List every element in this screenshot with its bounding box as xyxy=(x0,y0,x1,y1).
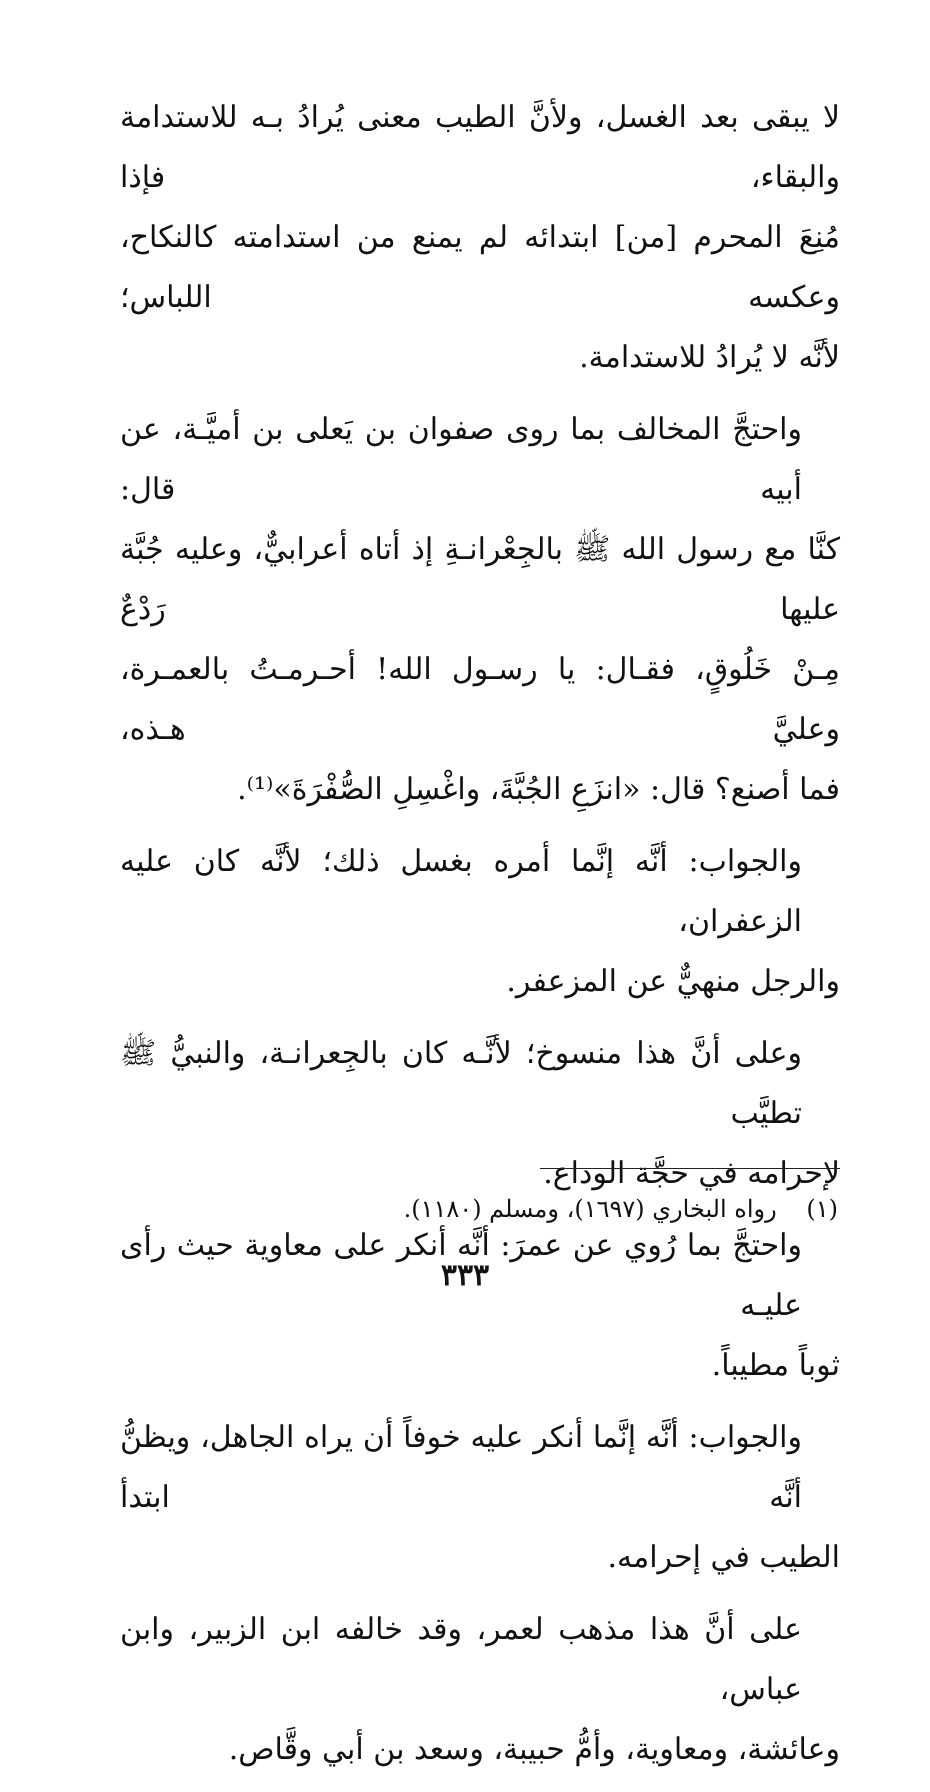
text-line: والرجل منهيٌّ عن المزعفر. xyxy=(506,964,840,999)
text-line: وعائشة، ومعاوية، وأمُّ حبيبة، وسعد بن أبي وقَّاص. xyxy=(228,1732,840,1767)
footnote-text: رواه البخاري (١٦٩٧)، ومسلم (١١٨٠). xyxy=(403,1195,777,1223)
text-line: واحتجَّ بما رُوي عن عمرَ: أنَّه أنكر على معاوية حيث رأى عليـه xyxy=(120,1228,802,1323)
paragraph-4 xyxy=(120,1024,840,1204)
text-line: ثوباً مطيباً. xyxy=(711,1348,840,1383)
text-line: على أنَّ هذا مذهب لعمر، وقد خالفه ابن الزبير، وابن عباس، xyxy=(120,1612,802,1707)
text-line: كنَّا مع رسول الله ﷺ بالجِعْرانـةِ إذ أتاه أعرابيٌّ، وعليه جُبَّة عليها رَدْعٌ xyxy=(120,532,840,627)
text-line: مُنِعَ المحرم [من] ابتدائه لم يمنع من استدامته كالنكاح، وعكسه اللباس؛ xyxy=(120,220,840,315)
paragraph-5 xyxy=(120,1216,840,1396)
footnote xyxy=(404,1192,838,1226)
text-line: فما أصنع؟ قال: «انزَعِ الجُبَّةَ، واغْسِلِ الصُّفْرَةَ»⁽¹⁾. xyxy=(237,772,840,807)
paragraph-6 xyxy=(120,1408,840,1588)
paragraph-1 xyxy=(120,88,840,388)
footnote-number: (١) xyxy=(806,1195,838,1223)
text-line: والجواب: أنَّه إنَّما أمره بغسل ذلك؛ لأنَّه كان عليه الزعفران، xyxy=(120,844,802,939)
text-line: واحتجَّ المخالف بما روى صفوان بن يَعلى بن أميَّـة، عن أبيه قال: xyxy=(120,412,802,507)
text-line: لا يبقى بعد الغسل، ولأنَّ الطيب معنى يُرادُ بـه للاستدامة والبقاء، فإذا xyxy=(120,100,840,195)
text-line: لأنَّه لا يُرادُ للاستدامة. xyxy=(579,340,840,375)
text-line: الطيب في إحرامه. xyxy=(607,1540,840,1575)
text-line: وعلى أنَّ هذا منسوخ؛ لأنَّـه كان بالجِعرانـة، والنبيُّ ﷺ تطيَّب xyxy=(120,1036,802,1131)
paragraph-2 xyxy=(120,400,840,820)
paragraph-3 xyxy=(120,832,840,1012)
text-line: والجواب: أنَّه إنَّما أنكر عليه خوفاً أن يراه الجاهل، ويظنُّ أنَّه ابتدأ xyxy=(120,1420,802,1515)
footnote-divider xyxy=(540,1168,840,1169)
page-number: ٣٣٣ xyxy=(440,1258,490,1293)
text-line: مِـنْ خَلُوقٍ، فقـال: يا رسـول الله! أحـرمـتُ بالعمـرة، وعليَّ هـذه، xyxy=(120,652,840,747)
text-line: لإحرامه في حجَّة الوداع. xyxy=(543,1156,840,1191)
paragraph-7 xyxy=(120,1600,840,1780)
page-body xyxy=(120,88,840,1792)
